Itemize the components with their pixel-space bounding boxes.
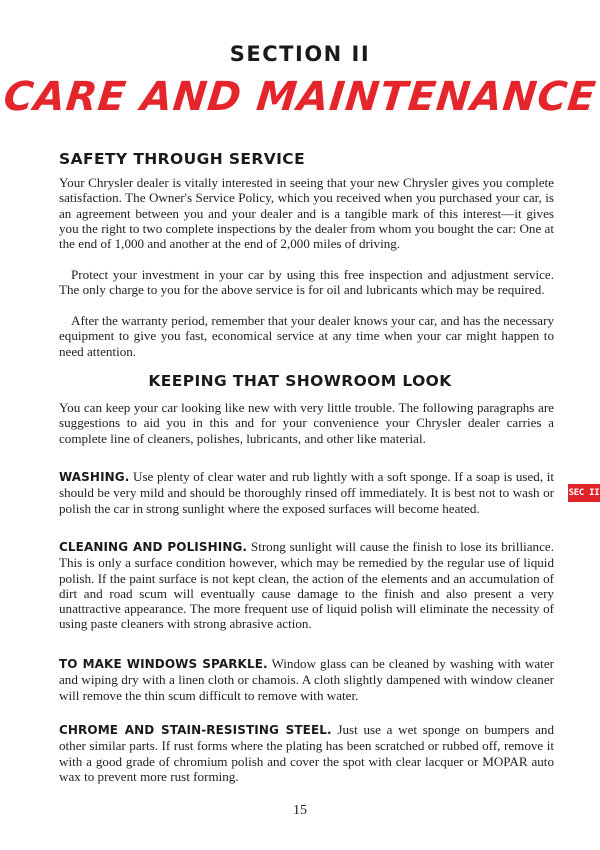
safety-paragraph: Your Chrysler dealer is vitally interested in seeing that your new Chrysler gives you complete satisfaction. The Owner's Service Policy, which you received when you purchased your car, is an agreement between you and your dealer and is a tangible mark of this interest—it gives you the right to two complete inspections by the dealer from whom you bought the car: One at the end of 1,000 and another at the end of 2,000 miles of driving. bbox=[59, 175, 554, 252]
heading-safety-through-service: SAFETY THROUGH SERVICE bbox=[59, 150, 306, 168]
cleaning-polishing-lead: CLEANING AND POLISHING. bbox=[59, 540, 248, 554]
washing-paragraph bbox=[59, 469, 554, 516]
section-tab: SEC II bbox=[568, 484, 600, 502]
page-title: CARE AND MAINTENANCE bbox=[1, 74, 599, 120]
cleaning-polishing-paragraph bbox=[59, 539, 554, 632]
showroom-intro-paragraph: You can keep your car looking like new with very little trouble. The following paragraphs are suggestions to aid you in this and for your convenience your Chrysler dealer carries a complete line of cleaners, polishes, lubricants, and other like material. bbox=[59, 400, 554, 446]
safety-paragraph: Protect your investment in your car by using this free inspection and adjustment service. The only charge to you for the above service is for oil and lubricants which may be required. bbox=[59, 267, 554, 298]
washing-text: Use plenty of clear water and rub lightly with a soft sponge. If a soap is used, it should be very mild and should be thoroughly rinsed off immediately. It is best not to wash or polish the car in strong sunlight where the exposed surfaces will become heated. bbox=[59, 469, 554, 516]
chrome-steel-lead: CHROME AND STAIN-RESISTING STEEL. bbox=[59, 723, 332, 737]
washing-lead: WASHING. bbox=[59, 470, 130, 484]
chrome-steel-text: Just use a wet sponge on bumpers and other similar parts. If rust forms where the plating has been scratched or rubbed off, remove it with a good grade of chromium polish and cover the spot with clear lacquer or MOPAR auto wax to prevent more rust forming. bbox=[59, 722, 554, 784]
chrome-steel-paragraph bbox=[59, 722, 554, 784]
windows-text: Window glass can be cleaned by washing with water and wiping dry with a linen cloth or chamois. A cloth slightly dampened with window cleaner will remove the thin scum difficult to remove with water. bbox=[59, 656, 554, 703]
windows-paragraph bbox=[59, 656, 554, 703]
windows-lead: TO MAKE WINDOWS SPARKLE. bbox=[59, 657, 268, 671]
heading-keeping-showroom-look: KEEPING THAT SHOWROOM LOOK bbox=[148, 372, 452, 390]
cleaning-polishing-text: Strong sunlight will cause the finish to lose its brilliance. This is only a surface condition however, which may be remedied by the regular use of liquid polish. If the paint surface is not kept clean, the action of the elements and an accumulation of dirt and road scum will eventually cause damage to the finish and also present a very unattractive appearance. The more frequent use of liquid polish will eliminate the necessity of using paste cleaners with strong abrasive action. bbox=[59, 539, 554, 632]
safety-paragraph: After the warranty period, remember that your dealer knows your car, and has the necessary equipment to give you fast, economical service at any time when your car might happen to need attention. bbox=[59, 313, 554, 359]
page-number: 15 bbox=[293, 803, 307, 818]
section-label: SECTION II bbox=[229, 42, 371, 66]
